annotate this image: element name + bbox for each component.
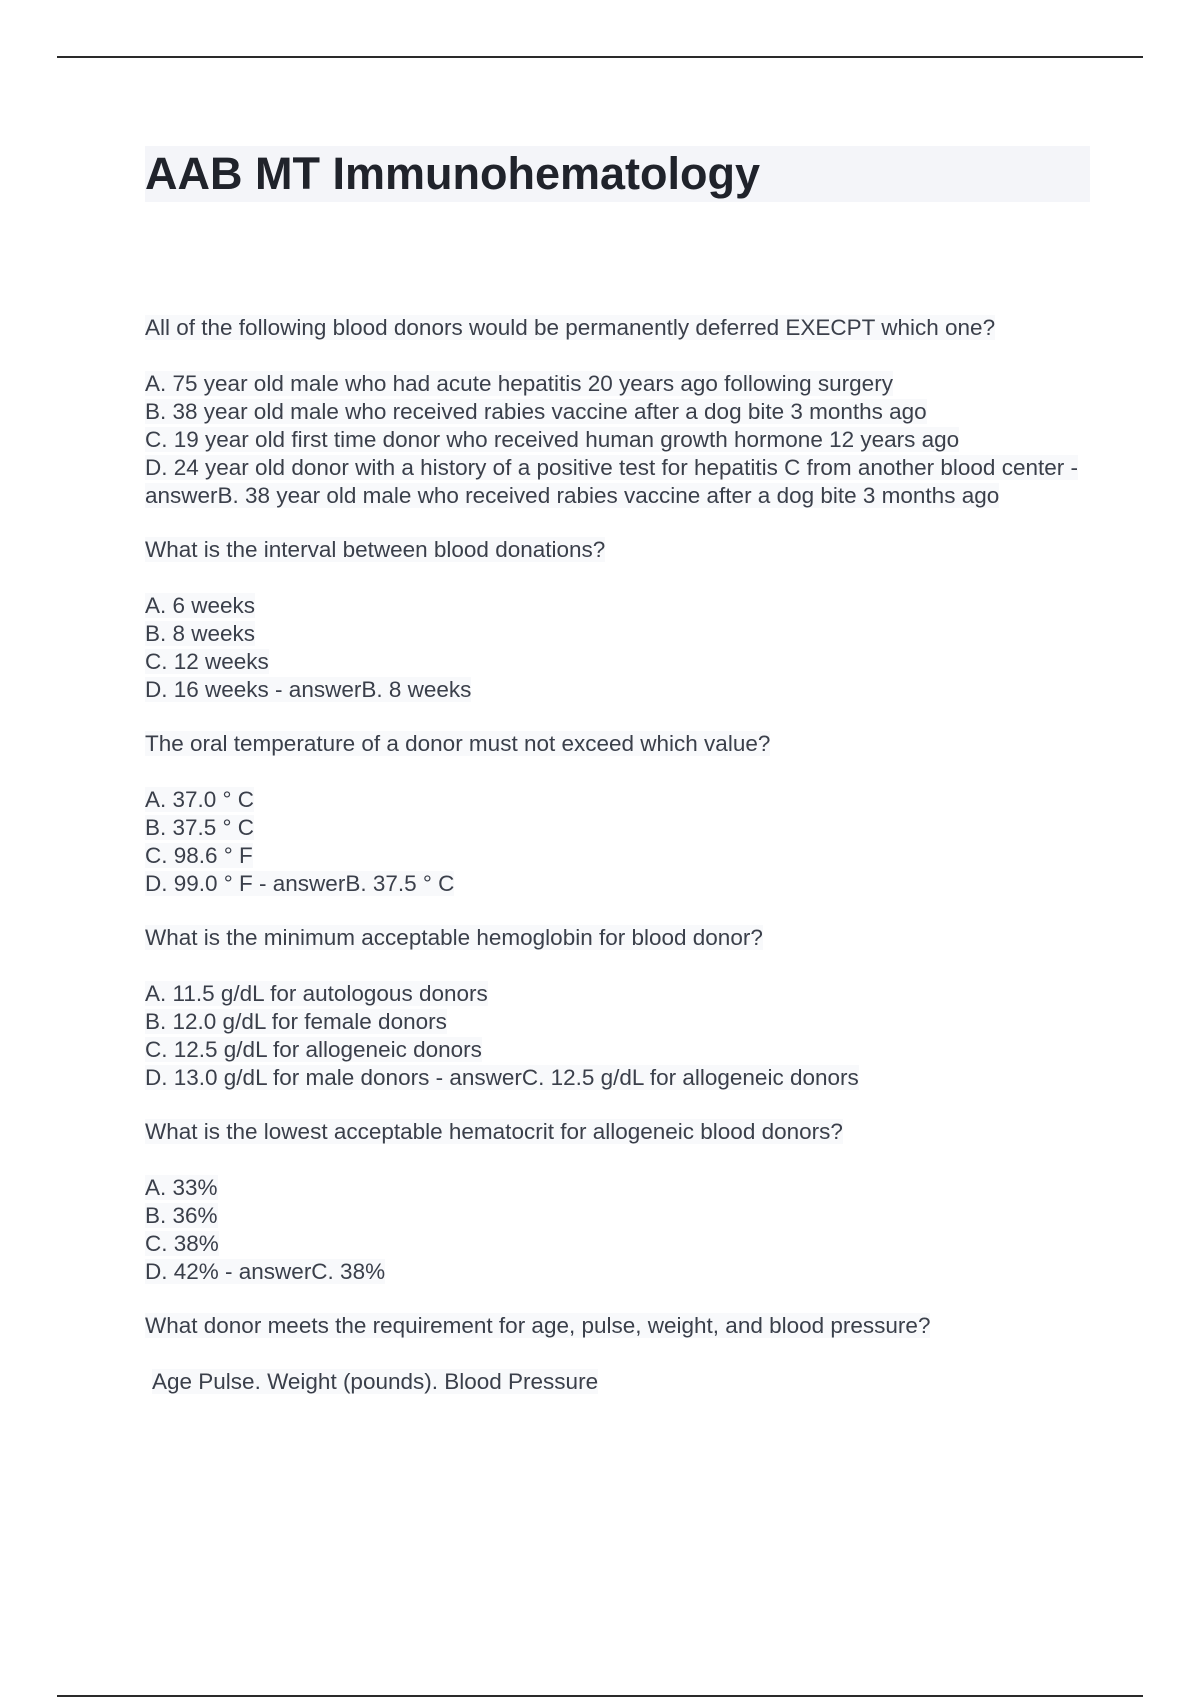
question-text: All of the following blood donors would be permanently deferred EXECPT which one?: [145, 315, 996, 340]
option-a: A. 6 weeks: [145, 593, 256, 618]
document-title: AAB MT Immunohematology: [145, 148, 760, 199]
option-b: B. 36%: [145, 1203, 218, 1228]
option-d-with-answer: D. 24 year old donor with a history of a positive test for hepatitis C from another blood center - answerB. 38 year old male who received rabies vaccine after a dog bite 3 months ago: [145, 455, 1078, 508]
option-a: A. 33%: [145, 1175, 218, 1200]
title-band: [145, 146, 1090, 202]
option-c: C. 12.5 g/dL for allogeneic donors: [145, 1037, 482, 1062]
option-c: C. 19 year old first time donor who received human growth hormone 12 years ago: [145, 427, 960, 452]
question-list: [145, 314, 1090, 1396]
option-b: B. 37.5 ° C: [145, 815, 255, 840]
option-b: B. 38 year old male who received rabies vaccine after a dog bite 3 months ago: [145, 399, 927, 424]
option-a: A. 75 year old male who had acute hepatitis 20 years ago following surgery: [145, 371, 893, 396]
question-block-5: [145, 1118, 1090, 1286]
option-d-with-answer: D. 42% - answerC. 38%: [145, 1259, 386, 1284]
option-d-with-answer: D. 16 weeks - answerB. 8 weeks: [145, 677, 472, 702]
question-block-1: [145, 314, 1090, 510]
option-b: B. 8 weeks: [145, 621, 256, 646]
question-block-6: [145, 1312, 1090, 1396]
bottom-rule: [57, 1695, 1143, 1697]
question-text: What is the lowest acceptable hematocrit for allogeneic blood donors?: [145, 1119, 843, 1144]
option-a: A. 37.0 ° C: [145, 787, 255, 812]
option-d-with-answer: D. 99.0 ° F - answerB. 37.5 ° C: [145, 871, 455, 896]
question-block-2: [145, 536, 1090, 704]
question-text: What is the minimum acceptable hemoglobin for blood donor?: [145, 925, 763, 950]
question-text: What is the interval between blood donations?: [145, 537, 606, 562]
top-rule: [57, 56, 1143, 58]
question-block-4: [145, 924, 1090, 1092]
option-c: C. 12 weeks: [145, 649, 269, 674]
option-c: C. 98.6 ° F: [145, 843, 253, 868]
question-block-3: [145, 730, 1090, 898]
option-d-with-answer: D. 13.0 g/dL for male donors - answerC. 12.5 g/dL for allogeneic donors: [145, 1065, 859, 1090]
document-body: [145, 146, 1090, 1422]
option-a: A. 11.5 g/dL for autologous donors: [145, 981, 488, 1006]
option-c: C. 38%: [145, 1231, 219, 1256]
option-b: B. 12.0 g/dL for female donors: [145, 1009, 447, 1034]
question-text: What donor meets the requirement for age, pulse, weight, and blood pressure?: [145, 1313, 931, 1338]
donor-table-header: Age Pulse. Weight (pounds). Blood Pressure: [152, 1369, 599, 1394]
question-text: The oral temperature of a donor must not exceed which value?: [145, 731, 771, 756]
